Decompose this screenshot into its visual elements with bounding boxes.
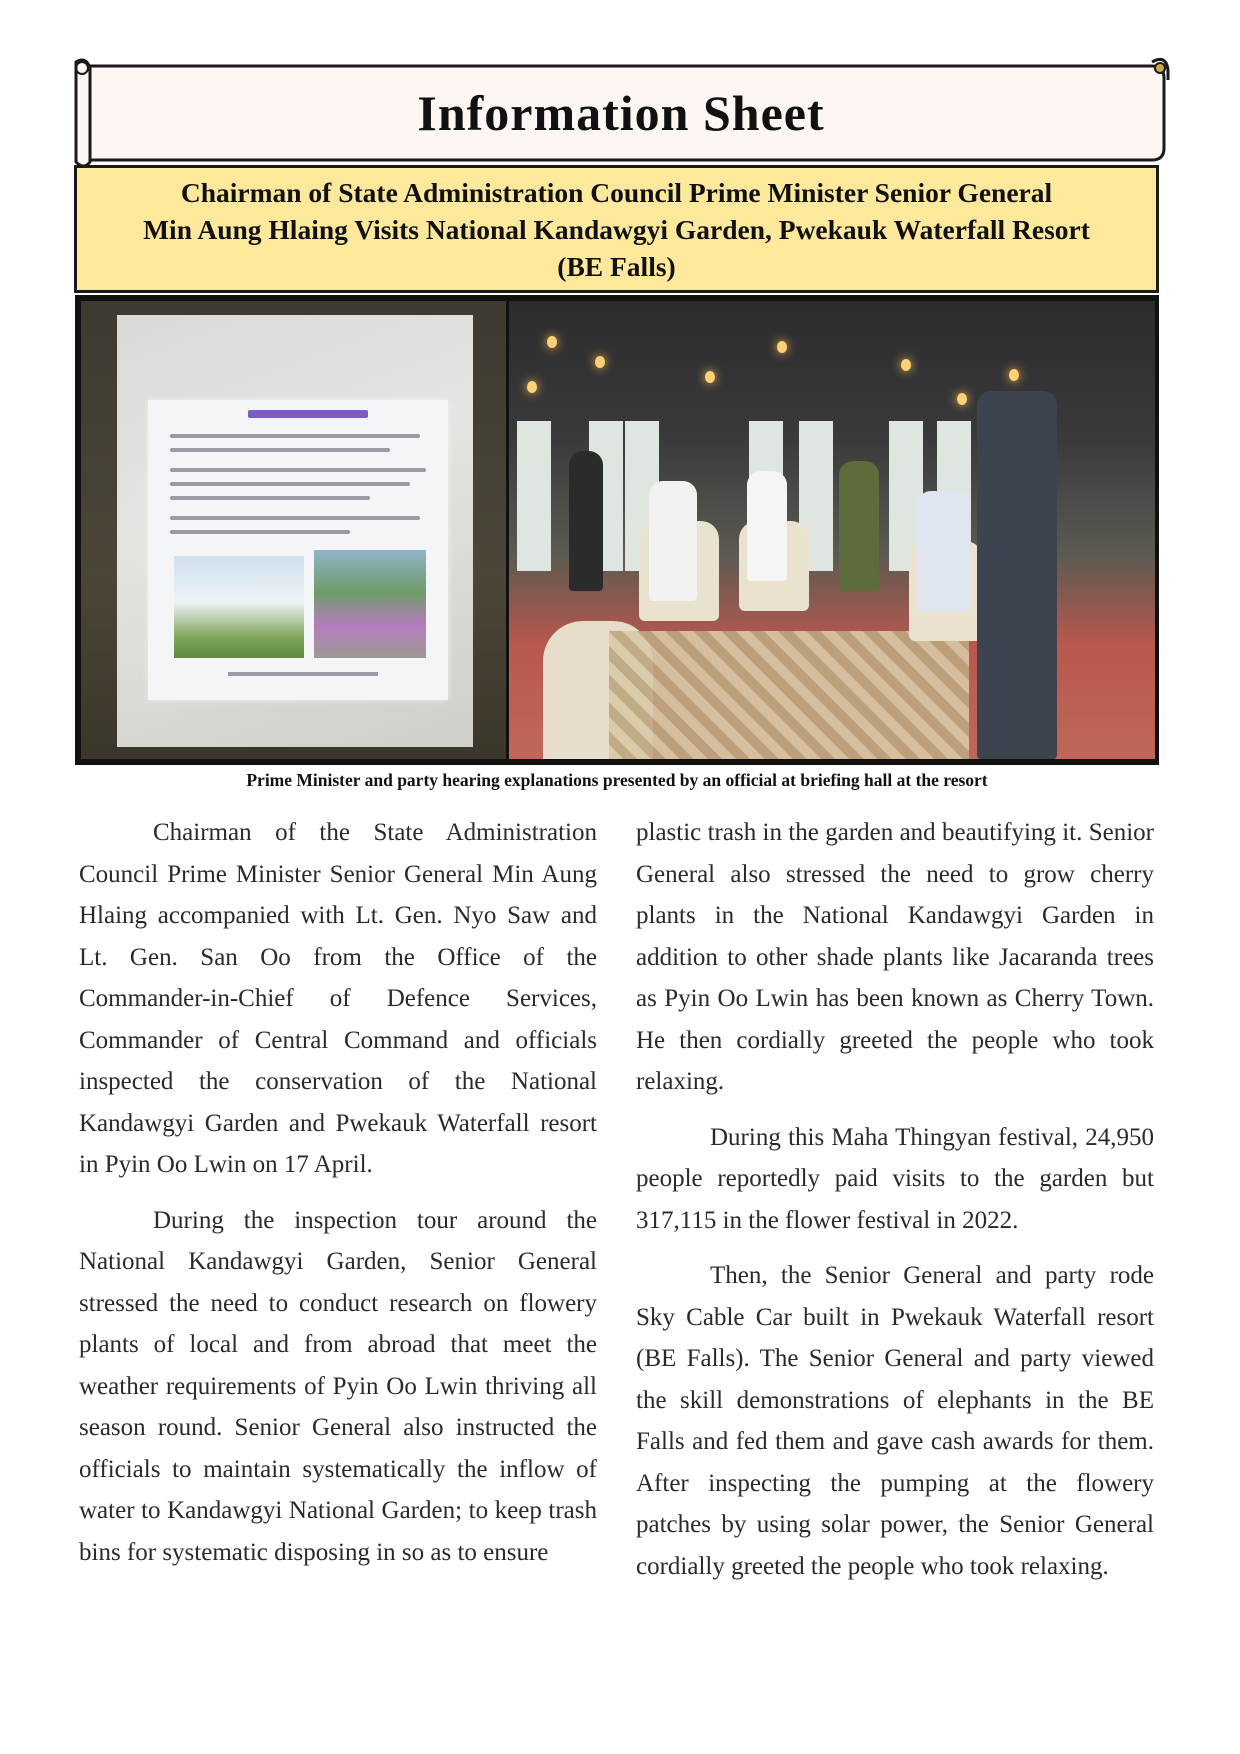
- paragraph: Chairman of the State Administration Council Prime Minister Senior General Min Aung Hlaing accompanied with Lt. Gen. Nyo Saw and Lt. Gen. San Oo from the Office of the Commander-in-Chief of Defence Services, Commander of Central Command and officials inspected the conservation of the National Kandawgyi Garden and Pwekauk Waterfall resort in Pyin Oo Lwin on 17 April.: [79, 819, 597, 1178]
- headline-line-2: Min Aung Hlaing Visits National Kandawgyi Garden, Pwekauk Waterfall Resort: [143, 214, 1090, 245]
- projection-screen: [117, 315, 473, 747]
- title-scroll-banner: [72, 58, 1170, 168]
- greenhouse-interior-image: [314, 550, 426, 658]
- headline-line-3: (BE Falls): [557, 251, 676, 282]
- left-text-column: [79, 812, 597, 1587]
- photo-caption: Prime Minister and party hearing explanations presented by an official at briefing hall at the resort: [246, 770, 988, 790]
- headline-line-1: Chairman of State Administration Council Prime Minister Senior General: [180, 177, 1053, 208]
- briefing-hall-photo: [509, 301, 1155, 759]
- paragraph: Then, the Senior General and party rode Sky Cable Car built in Pwekauk Waterfall resort (BE Falls). The Senior General and party viewed the skill demonstrations of elephants in the BE Falls and fed them and gave cash awards for them. After inspecting the pumping at the flowery patches by using solar power, the Senior General cordially greeted the people who took relaxing.: [636, 1262, 1154, 1580]
- headline-box: [74, 165, 1159, 293]
- paragraph: plastic trash in the garden and beautifying it. Senior General also stressed the need to grow cherry plants in the National Kandawgyi Garden in addition to other shade plants like Jacaranda trees as Pyin Oo Lwin has been known as Cherry Town. He then cordially greeted the people who took relaxing.: [636, 819, 1154, 1095]
- right-text-column: [636, 812, 1154, 1601]
- sheet-title: Information Sheet: [417, 85, 825, 141]
- paragraph: During the inspection tour around the National Kandawgyi Garden, Senior General stressed the need to conduct research on flowery plants of local and from abroad that meet the weather requirements of Pyin Oo Lwin thriving all season round. Senior General also instructed the officials to maintain systematically the inflow of water to Kandawgyi National Garden; to keep trash bins for systematic disposing in so as to ensure: [79, 1206, 597, 1566]
- paragraph: During this Maha Thingyan festival, 24,950 people reportedly paid visits to the garden but 317,115 in the flower festival in 2022.: [636, 1123, 1154, 1234]
- presentation-slide: [148, 400, 448, 700]
- photo-collage: [75, 295, 1159, 765]
- presentation-screen-photo: [81, 301, 506, 759]
- greenhouse-image: [174, 556, 304, 658]
